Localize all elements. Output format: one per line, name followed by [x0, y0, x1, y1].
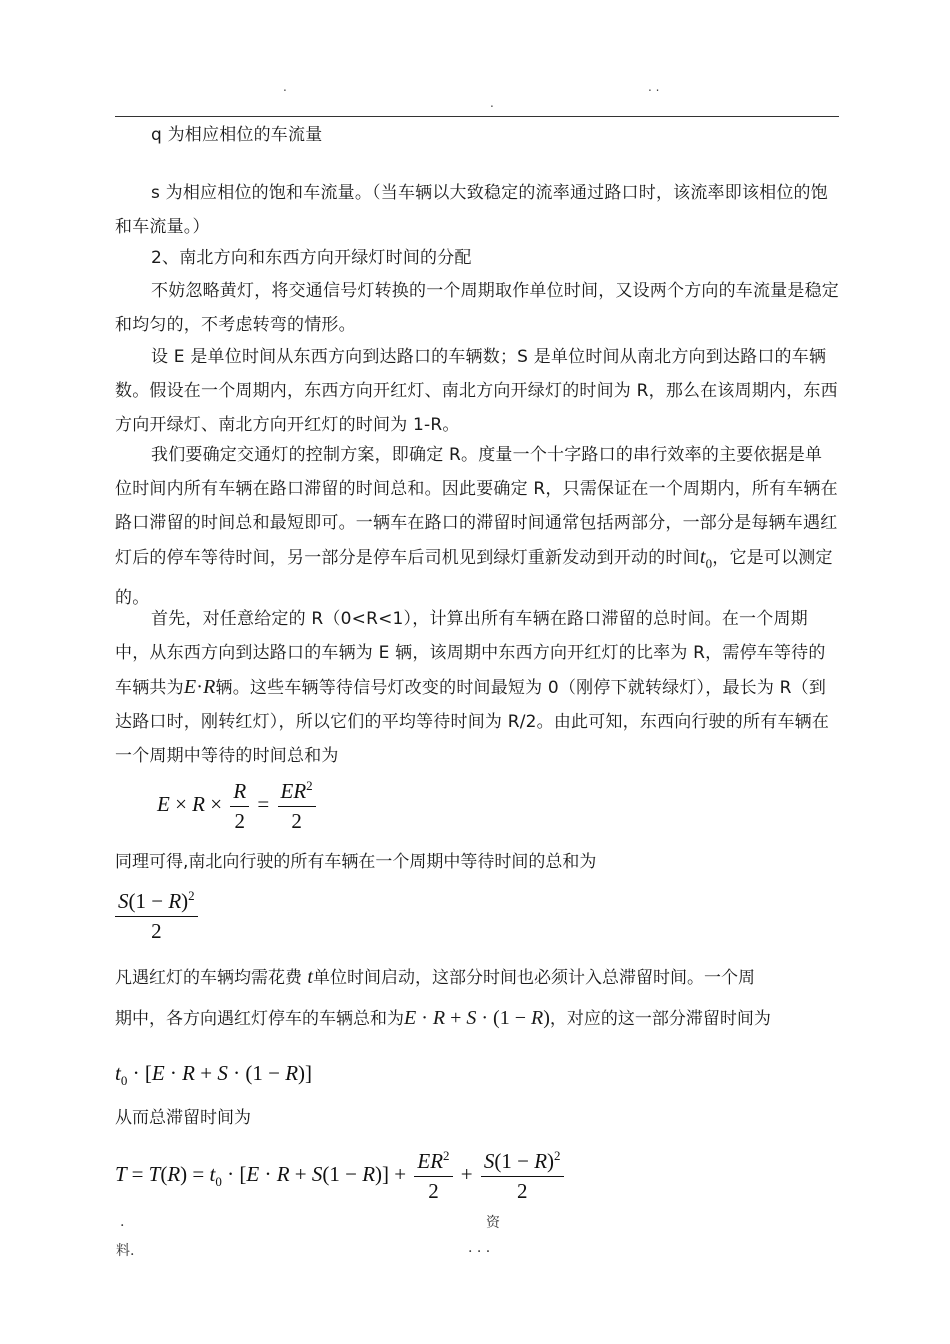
footer-left-text: 料.	[116, 1243, 135, 1259]
paragraph-s-definition: s 为相应相位的饱和车流量。（当车辆以大致稳定的流率通过路口时，该流率即该相位的饱和车流量。）	[115, 183, 828, 237]
paragraph-start-time-text: 凡遇红灯的车辆均需花费	[115, 968, 302, 988]
formula-total-delay: $T = T(R) = t_0 \cdot [E \cdot R + S(1 - R)]$ + $\frac{ER^2}{2}$ + $\frac{S(1 - R)^2}{2}$	[115, 1148, 567, 1204]
formula-east-west-wait: E × R × $\frac{R}{2}$ = $\frac{ER^2}{2}$	[157, 778, 319, 834]
paragraph-control-scheme-text: 我们要确定交通灯的控制方案，即确定 R。度量一个十字路口的串行效率的主要依据是单位时间内所有车辆在路口滞留的时间总和。因此要确定 R，只需保证在一个周期内，所有车辆在路口滞留的时间总和最短即可。一辆车在路口的滞留时间通常包括两部分，一部分是每辆车遇红灯后的停车等待时间，另一部分是停车后司机见到绿灯重新发动到开动的时间	[115, 445, 838, 568]
paragraph-waiting-time-text: 首先，对任意给定的 R（0<R<1），计算出所有车辆在路口滞留的总时间。在一个周期中，从东西方向到达路口的车辆为 E 辆，该周期中东西方向开红灯的比率为 R，需停车等待的车辆共为	[115, 609, 826, 698]
formula-t0-inline: $t_0$	[699, 546, 713, 571]
formula-north-south-wait: $\frac{S(1 - R)^2}{2}$	[115, 888, 201, 944]
header-rule	[115, 116, 839, 117]
paragraph-assumptions: 不妨忽略黄灯，将交通信号灯转换的一个周期取作单位时间，又设两个方向的车流量是稳定和均匀的，不考虑转弯的情形。	[115, 281, 839, 335]
formula-t-inline: t	[307, 966, 313, 988]
header-dots-right: . .	[648, 80, 660, 94]
header-dot-left: .	[283, 80, 287, 94]
paragraph-waiting-time: 首先，对任意给定的 R（0<R<1），计算出所有车辆在路口滞留的总时间。在一个周期中，从东西方向到达路口的车辆为 E 辆，该周期中东西方向开红灯的比率为 R，需停车等待的车辆共为E·R辆。这些车辆等待信号灯改变的时间最短为 0（刚停下就转绿灯），最长为 R（到达路口时，刚转红灯），所以它们的平均等待时间为 R/2。由此可知，东西向行驶的所有车辆在一个周期中等待的时间总和为	[115, 609, 830, 766]
paragraph-variables: 设 E 是单位时间从东西方向到达路口的车辆数；S 是单位时间从南北方向到达路口的车辆数。假设在一个周期内，东西方向开红灯、南北方向开绿灯的时间为 R，那么在该周期内，东西方向开绿灯、南北方向开红灯的时间为 1-R。	[115, 347, 838, 435]
footer-dot-left: .	[120, 1214, 125, 1230]
formula-vehicle-count-inline: E	[404, 1007, 417, 1029]
paragraph-red-light-count-tail: ，对应的这一部分滞留时间为	[549, 1009, 771, 1029]
paragraph-start-time	[115, 960, 755, 995]
paragraph-control-scheme	[115, 438, 839, 615]
formula-e-dot-r-inline: E	[183, 676, 197, 698]
section-heading-green-time: 2、南北方向和东西方向开绿灯时间的分配	[151, 248, 472, 268]
paragraph-red-light-count-text: 期中，各方向遇红灯停车的车辆总和为	[115, 1009, 404, 1029]
paragraph-start-time-tail: 单位时间启动，这部分时间也必须计入总滞留时间。一个周	[312, 968, 755, 988]
formula-startup-delay: $t_0 \cdot [E \cdot R + S \cdot (1 - R)]$	[115, 1061, 313, 1089]
paragraph-red-light-count: 期中，各方向遇红灯停车的车辆总和为E · R + S · (1 − R)，对应的这一部分滞留时间为	[115, 1007, 771, 1029]
footer-center-dots: . . .	[468, 1240, 491, 1256]
footer-center-text: 资	[486, 1215, 500, 1231]
paragraph-control-scheme-tail: ，它是可以测定的。	[115, 548, 833, 608]
paragraph-total-time: 从而总滞留时间为	[115, 1108, 251, 1128]
header-dot-center: .	[490, 96, 494, 110]
paragraph-north-south: 同理可得,南北向行驶的所有车辆在一个周期中等待时间的总和为	[115, 852, 597, 872]
paragraph-q-definition: q 为相应相位的车流量	[151, 125, 323, 145]
paragraph-waiting-time-tail: 辆。这些车辆等待信号灯改变的时间最短为 0（刚停下就转绿灯），最长为 R（到达路口时，刚转红灯），所以它们的平均等待时间为 R/2。由此可知，东西向行驶的所有车辆在一个周期中等待的时间总和为	[115, 678, 830, 766]
